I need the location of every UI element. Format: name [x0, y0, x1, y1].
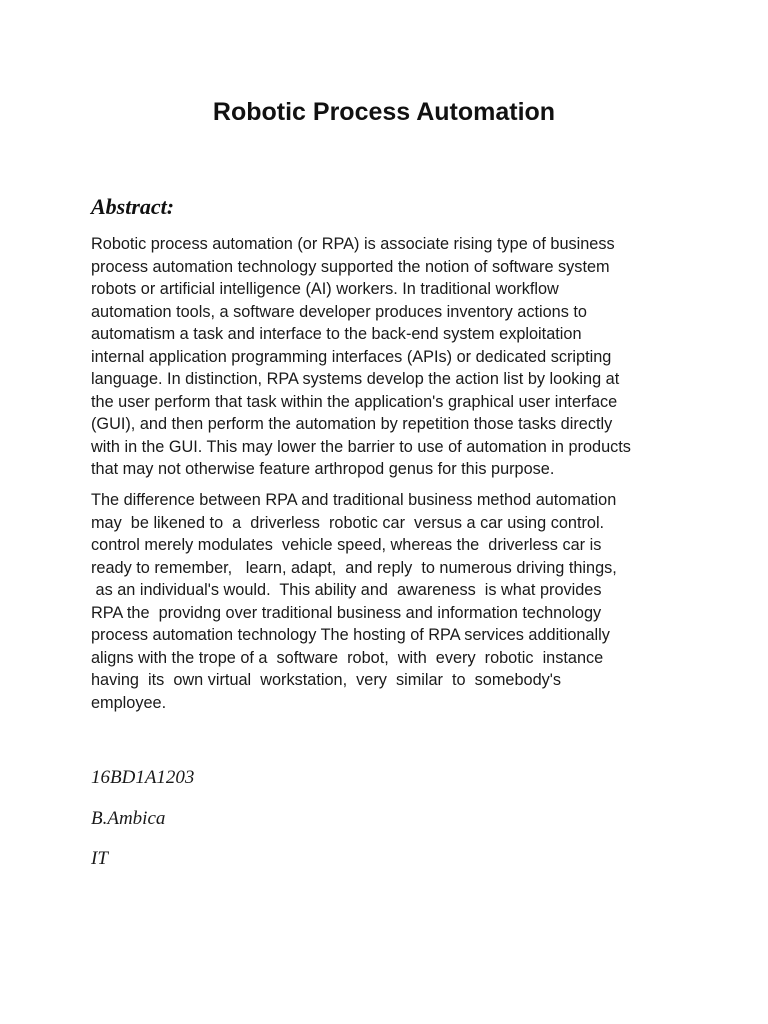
paragraph-line: (GUI), and then perform the automation by repetition those tasks directly [91, 415, 613, 433]
paragraph-line: language. In distinction, RPA systems develop the action list by looking at [91, 370, 620, 388]
paragraph-line: automation tools, a software developer produces inventory actions to [91, 302, 587, 321]
document-title: Robotic Process Automation [212, 98, 556, 126]
paragraph-line: the user perform that task within the application's graphical user interface [91, 392, 618, 411]
paragraph-line: automatism a task and interface to the back-end system exploitation [91, 325, 582, 343]
paragraph-line: internal application programming interfaces (APIs) or dedicated scripting [91, 347, 612, 366]
paragraph-line: may be likened to a driverless robotic car versus a car using control. [91, 513, 605, 532]
paragraph-line: process automation technology The hosting of RPA services additionally [91, 626, 610, 644]
roll-number: 16BD1A1203 [91, 767, 195, 788]
paragraph-line: Robotic process automation (or RPA) is associate rising type of business [91, 235, 615, 253]
author-name: B.Ambica [91, 808, 166, 829]
abstract-heading: Abstract: [91, 194, 175, 219]
paragraph-line: control merely modulates vehicle speed, whereas the driverless car is [91, 536, 602, 554]
paragraph-line: as an individual's would. This ability and awareness is what provides [91, 581, 602, 599]
department: IT [91, 848, 108, 869]
paragraph-line: employee. [91, 693, 167, 712]
paragraph-line: that may not otherwise feature arthropod genus for this purpose. [91, 460, 555, 478]
paragraph-line: RPA the providng over traditional business and information technology [91, 603, 602, 622]
paragraph-line: ready to remember, learn, adapt, and reply to numerous driving things, [91, 558, 617, 577]
paragraph-line: aligns with the trope of a software robot, with every robotic instance [91, 648, 604, 667]
abstract-paragraph-1 [91, 233, 691, 481]
paragraph-line: process automation technology supported the notion of software system [91, 257, 610, 276]
paragraph-line: with in the GUI. This may lower the barrier to use of automation in products [91, 437, 631, 456]
paragraph-line: robots or artificial intelligence (AI) workers. In traditional workflow [91, 280, 559, 298]
abstract-paragraph-2 [91, 489, 691, 714]
paragraph-line: The difference between RPA and traditional business method automation [91, 491, 617, 509]
paragraph-line: having its own virtual workstation, very similar to somebody's [91, 671, 562, 689]
